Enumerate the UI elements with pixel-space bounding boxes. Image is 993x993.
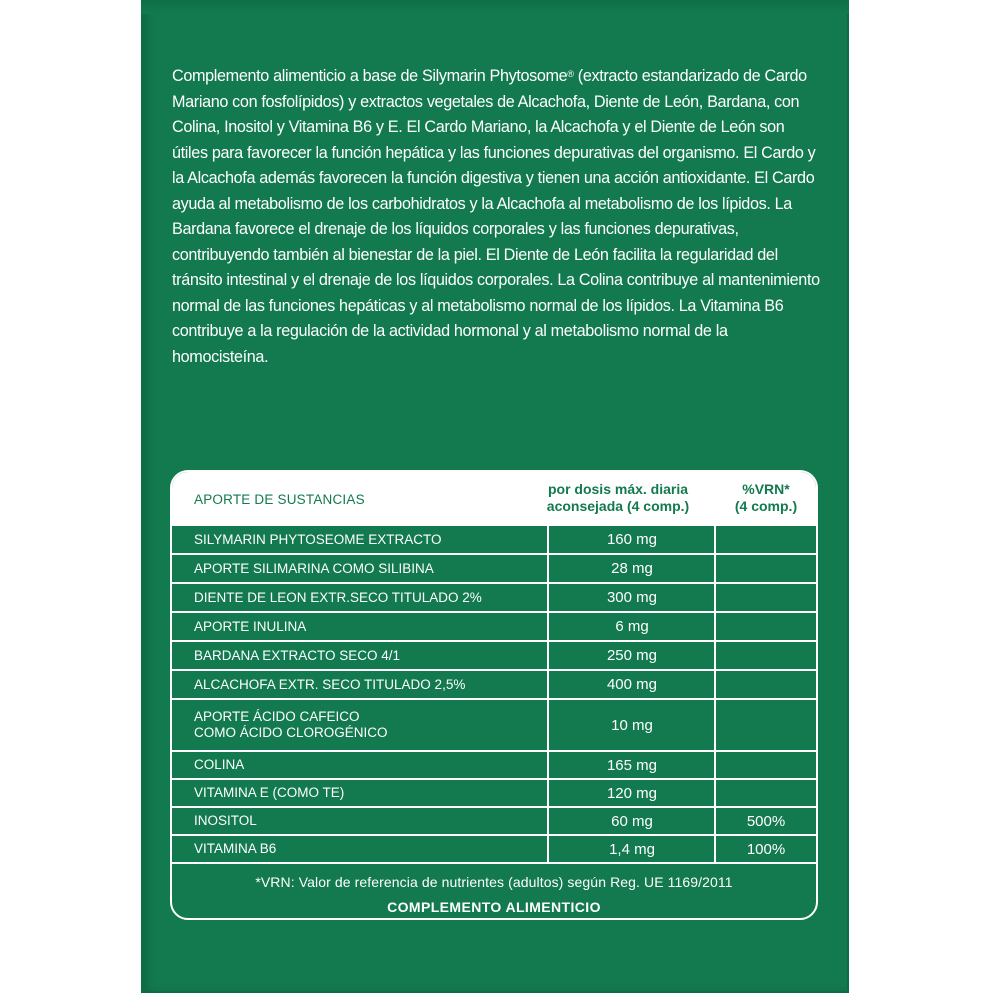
registered-mark: ® <box>567 69 574 79</box>
row-dose: 120 mg <box>606 784 658 802</box>
header-vrn <box>716 481 816 515</box>
row-vrn <box>716 671 816 698</box>
row-dose: 28 mg <box>611 560 653 577</box>
table-row <box>172 750 816 778</box>
header-dose-line1: por dosis máx. diaria <box>547 481 689 497</box>
description-lead: Complemento alimenticio a base de Silymarin Phytosome <box>172 67 568 85</box>
row-dose: 165 mg <box>606 756 658 774</box>
row-vrn <box>716 613 816 640</box>
row-vrn <box>716 584 816 611</box>
row-vrn <box>716 555 816 582</box>
row-dose: 6 mg <box>615 618 649 635</box>
column-divider-dose <box>547 524 549 863</box>
row-substance <box>194 700 544 750</box>
row-substance: ALCACHOFA EXTR. SECO TITULADO 2,5% <box>194 676 466 692</box>
row-vrn <box>716 526 816 553</box>
row-dose: 400 mg <box>606 676 658 693</box>
row-substance: SILYMARIN PHYTOSEOME EXTRACTO <box>194 531 442 547</box>
table-row <box>172 806 816 834</box>
package-top-edge <box>141 0 849 14</box>
product-description <box>172 64 822 370</box>
row-vrn <box>716 642 816 669</box>
row-dose: 10 mg <box>611 716 653 734</box>
row-substance: INOSITOL <box>194 813 257 828</box>
row-vrn <box>716 752 816 778</box>
vrn-footnote: *VRN: Valor de referencia de nutrientes (adultos) según Reg. UE 1169/2011 <box>255 874 733 890</box>
row-substance: COLINA <box>194 757 245 772</box>
table-row <box>172 640 816 669</box>
row-substance: APORTE INULINA <box>194 618 307 634</box>
table-row <box>172 669 816 698</box>
row-substance-line2: COMO ÁCIDO CLOROGÉNICO <box>194 725 388 740</box>
row-dose: 60 mg <box>611 812 653 830</box>
row-substance: APORTE SILIMARINA COMO SILIBINA <box>194 560 434 576</box>
table-row <box>172 553 816 582</box>
table-row <box>172 834 816 862</box>
table-row <box>172 611 816 640</box>
row-dose: 1,4 mg <box>609 840 655 858</box>
row-vrn <box>716 780 816 806</box>
row-vrn <box>716 700 816 750</box>
table-row <box>172 524 816 553</box>
row-substance: VITAMINA B6 <box>194 841 277 856</box>
row-dose: 250 mg <box>606 647 658 664</box>
header-substances: APORTE DE SUSTANCIAS <box>194 492 365 507</box>
row-vrn: 500% <box>746 812 786 830</box>
column-divider-vrn <box>714 524 716 863</box>
table-row <box>172 698 816 750</box>
header-vrn-line2: (4 comp.) <box>734 498 798 514</box>
table-row <box>172 778 816 806</box>
product-category: COMPLEMENTO ALIMENTICIO <box>387 899 601 915</box>
row-dose: 160 mg <box>606 531 658 548</box>
table-bottom-rule <box>172 862 816 864</box>
nutrition-table-body <box>172 524 816 862</box>
header-dose <box>520 481 716 515</box>
table-row <box>172 582 816 611</box>
row-substance: BARDANA EXTRACTO SECO 4/1 <box>194 647 401 663</box>
row-substance: VITAMINA E (COMO TE) <box>194 785 345 800</box>
row-substance: DIENTE DE LEON EXTR.SECO TITULADO 2% <box>194 589 482 605</box>
header-dose-line2: aconsejada (4 comp.) <box>546 498 690 514</box>
description-body: (extracto estandarizado de Cardo Mariano con fosfolípidos) y extractos vegetales de Alcachofa, Diente de León, Bardana, con Colina, Inositol y Vitamina B6 y E. El Cardo Mariano, la Alcachofa y el Diente de León son útiles para favorecer la función hepática y las funciones depurativas del organismo. El Cardo y la Alcachofa además favorecen la función digestiva y tienen una acción antioxidante. El Cardo ayuda al metabolismo de los carbohidratos y la Alcachofa al metabolismo de los lípidos. La Bardana favorece el drenaje de los líquidos corporales y las funciones depurativas, contribuyendo también al bienestar de la piel. El Diente de León facilita la regularidad del tránsito intestinal y el drenaje de los líquidos corporales. La Colina contribuye al mantenimiento normal de las funciones hepáticas y al metabolismo normal de los lípidos. La Vitamina B6 contribuye a la regulación de la actividad hormonal y al metabolismo normal de la homocisteína. <box>172 67 820 366</box>
header-vrn-line1: %VRN* <box>742 481 790 497</box>
row-dose: 300 mg <box>606 589 658 606</box>
row-vrn: 100% <box>746 840 786 858</box>
row-substance-line1: APORTE ÁCIDO CAFEICO <box>194 709 360 724</box>
